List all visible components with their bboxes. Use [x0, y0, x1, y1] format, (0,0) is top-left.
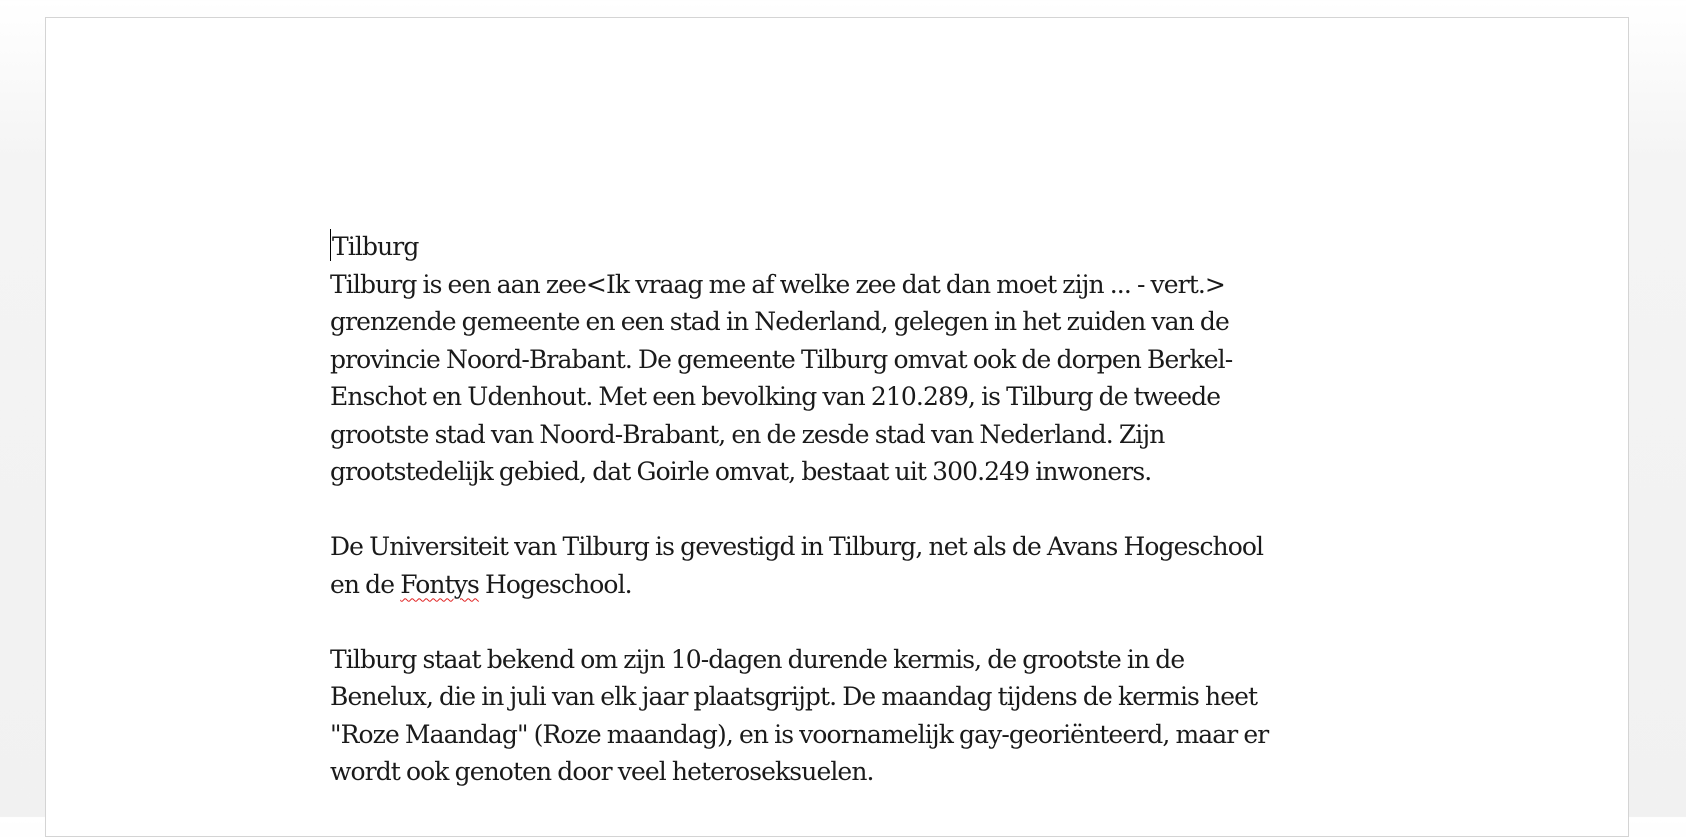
paragraph-2-text-after: Hogeschool. [478, 569, 632, 599]
empty-paragraph [330, 491, 1440, 529]
paragraph-1-line-3: provincie Noord-Brabant. De gemeente Tilburg omvat ook de dorpen Berkel- [330, 344, 1233, 374]
document-body[interactable] [330, 228, 1440, 791]
paragraph-1-line-5: grootste stad van Noord-Brabant, en de zesde stad van Nederland. Zijn [330, 419, 1165, 449]
paragraph-1-line-2: grenzende gemeente en een stad in Nederland, gelegen in het zuiden van de [330, 307, 1229, 336]
document-title-line[interactable] [330, 228, 1440, 266]
paragraph-3-line-1: Tilburg staat bekend om zijn 10-dagen durende kermis, de grootste in de [330, 644, 1185, 674]
document-page[interactable] [45, 17, 1629, 837]
paragraph-2-line-1: De Universiteit van Tilburg is gevestigd in Tilburg, net als de Avans Hogeschool [330, 532, 1264, 561]
paragraph-1-line-4: Enschot en Udenhout. Met een bevolking van 210.289, is Tilburg de tweede [330, 382, 1221, 411]
paragraph-1-line-1: Tilburg is een aan zee<Ik vraag me af welke zee dat dan moet zijn ... - vert.> [330, 269, 1225, 299]
text-cursor [330, 229, 331, 261]
paragraph-1-line-6: grootstedelijk gebied, dat Goirle omvat, bestaat uit 300.249 inwoners. [330, 457, 1152, 486]
paragraph-3-line-4: wordt ook genoten door veel heteroseksuelen. [330, 757, 874, 786]
paragraph-2-line-2 [330, 566, 1440, 604]
paragraph-3-line-3: "Roze Maandag" (Roze maandag), en is voornamelijk gay-georiënteerd, maar er [330, 719, 1269, 749]
document-title: Tilburg [332, 232, 419, 261]
empty-paragraph [330, 603, 1440, 641]
misspelled-word[interactable]: Fontys [400, 569, 479, 599]
paragraph-2-text-before: en de [330, 569, 401, 599]
paragraph-3-line-2: Benelux, die in juli van elk jaar plaatsgrijpt. De maandag tijdens de kermis heet [330, 682, 1258, 711]
